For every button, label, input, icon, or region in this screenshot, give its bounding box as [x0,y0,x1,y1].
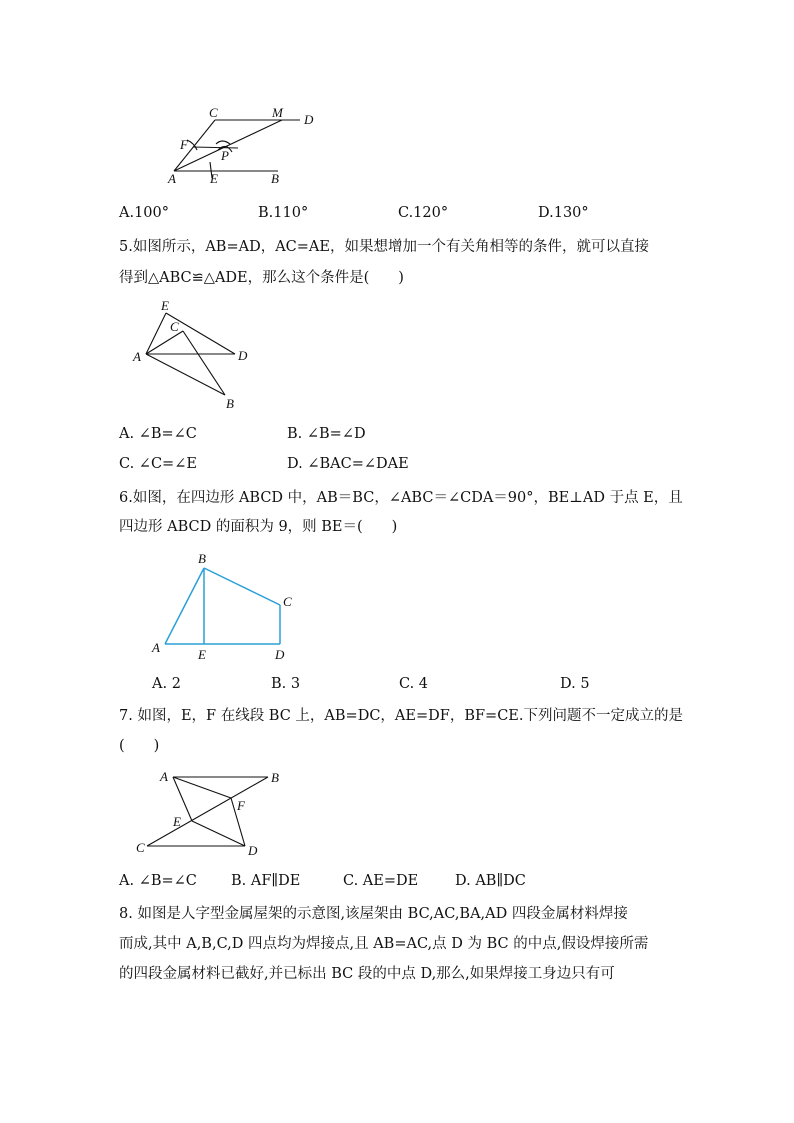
q6-label-a: A [152,640,160,655]
q7-option-a[interactable]: A. ∠B=∠C [119,873,197,889]
q4-line-am [174,120,282,171]
q6-label-d: D [275,647,285,662]
q4-label-a: A [168,171,176,186]
q7-label-b: B [271,770,279,785]
q4-option-d[interactable]: D.130° [538,205,589,221]
q7-option-b[interactable]: B. AF∥DE [231,873,301,889]
q4-figure [160,100,330,190]
q5-label-a: A [133,349,141,364]
q7-label-f: F [237,798,245,813]
q7-option-d[interactable]: D. AB∥DC [455,873,526,889]
q7-label-a: A [160,769,168,784]
q5-option-d[interactable]: D. ∠BAC=∠DAE [287,456,409,472]
q5-text-line2: 得到△ABC≌△ADE，那么这个条件是( ) [119,270,404,286]
q5-figure [128,295,258,415]
q7-text-line2: ( ) [119,738,160,754]
q6-label-e: E [198,647,206,662]
q4-label-e: E [210,171,218,186]
q5-label-d: D [238,348,248,363]
q4-option-b[interactable]: B.110° [258,205,309,221]
q6-option-a[interactable]: A. 2 [152,676,181,692]
q7-text-line1: 7. 如图，E，F 在线段 BC 上，AB=DC，AE=DF，BF=CE.下列问题不一定成立的是 [119,708,683,724]
q4-option-a[interactable]: A.100° [119,205,170,221]
q7-line-bc [147,777,268,846]
q6-label-c: C [283,594,292,609]
q6-text-line2: 四边形 ABCD 的面积为 9，则 BE＝( ) [119,519,398,535]
q8-text-line1: 8. 如图是人字型金属屋架的示意图,该屋架由 BC,AC,BA,AD 四段金属材料焊接 [119,906,628,922]
q4-line-fp [193,147,238,148]
q4-option-c[interactable]: C.120° [398,205,449,221]
q4-label-d: D [304,112,314,127]
q4-label-b: B [271,171,279,186]
q5-option-b[interactable]: B. ∠B=∠D [287,426,366,442]
q7-label-e: E [173,814,181,829]
q5-label-c: C [170,319,179,334]
q6-option-c[interactable]: C. 4 [399,676,429,692]
q7-option-c[interactable]: C. AE=DE [343,873,419,889]
q7-figure [130,763,290,863]
q6-figure [148,548,308,666]
q4-label-c: C [209,105,218,120]
q5-option-a[interactable]: A. ∠B=∠C [119,426,197,442]
q6-option-b[interactable]: B. 3 [271,676,301,692]
q7-line-ed [192,821,245,846]
q5-label-e: E [161,298,169,313]
q7-line-af [173,777,231,798]
q6-option-d[interactable]: D. 5 [560,676,590,692]
q8-text-line2: 而成,其中 A,B,C,D 四点均为焊接点,且 AB=AC,点 D 为 BC 的中点,假设焊接所需 [119,936,649,952]
q7-label-c: C [136,840,145,855]
q5-label-b: B [226,396,234,411]
q6-text-line1: 6.如图，在四边形 ABCD 中，AB＝BC，∠ABC＝∠CDA＝90°，BE⊥AD 于点 E，且 [119,490,683,506]
q8-text-line3: 的四段金属材料已截好,并已标出 BC 段的中点 D,那么,如果焊接工身边只有可 [119,966,615,982]
q4-label-f: F [180,137,188,152]
q6-line-bc [204,568,280,605]
q4-label-m: M [272,105,283,120]
q4-arc-p1 [216,141,230,144]
q7-label-d: D [248,843,258,858]
q6-label-b: B [198,551,206,566]
q5-line-ab [146,354,225,395]
q4-label-p: P [221,148,229,163]
q5-line-cb [183,331,225,395]
q5-text-line1: 5.如图所示，AB=AD，AC=AE，如果想增加一个有关角相等的条件，就可以直接 [119,239,649,255]
q6-line-ab [165,568,204,644]
q5-option-c[interactable]: C. ∠C=∠E [119,456,197,472]
